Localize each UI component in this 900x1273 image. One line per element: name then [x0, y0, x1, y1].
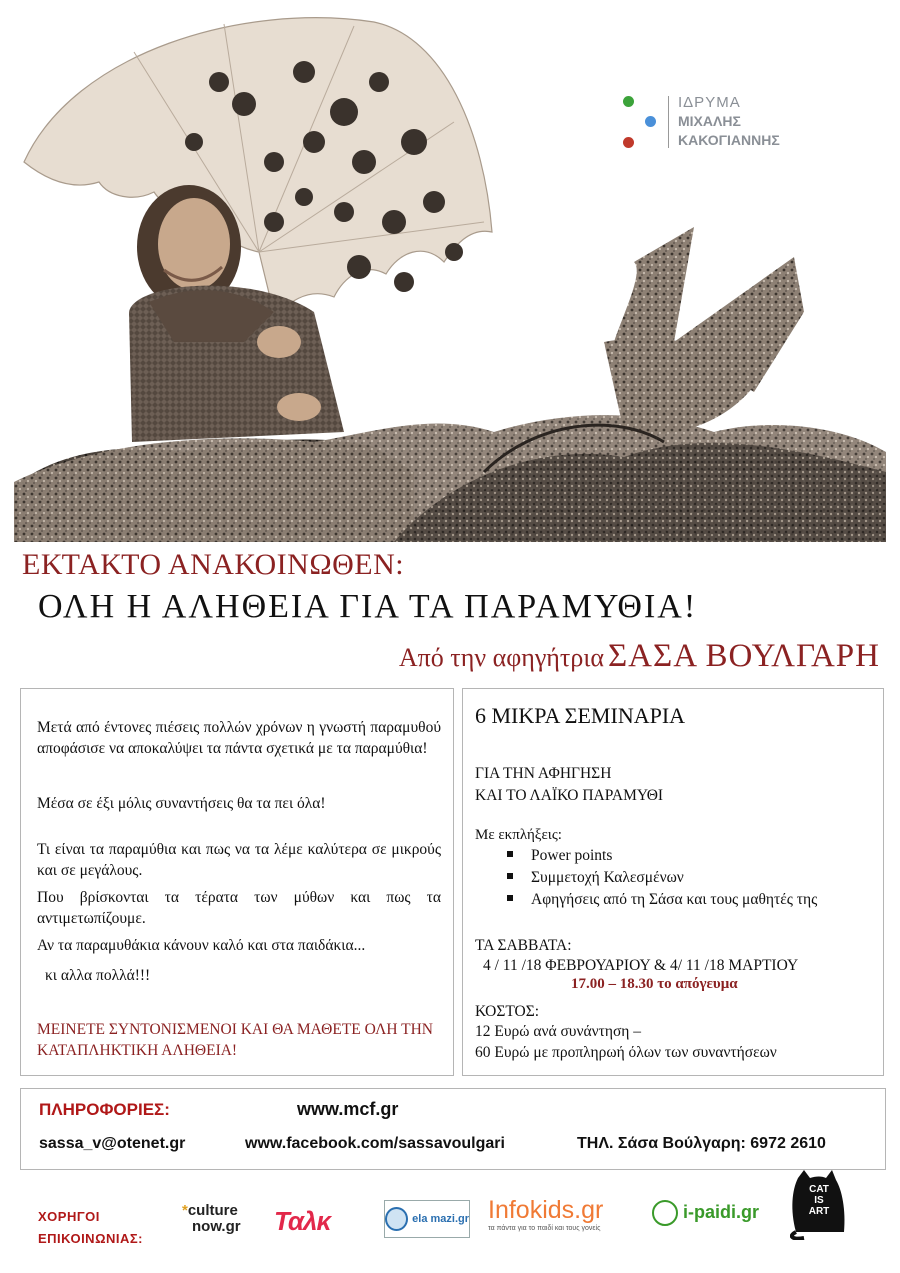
- facebook-link[interactable]: www.facebook.com/sassavoulgari: [245, 1135, 505, 1152]
- globe-icon: [385, 1207, 408, 1231]
- logo-divider: [668, 96, 669, 148]
- description-call-to-action: ΜΕΙΝΕΤΕ ΣΥΝΤΟΝΙΣΜΕΝΟΙ ΚΑΙ ΘΑ ΜΑΘΕΤΕ ΟΛΗ ΤΗΝ ΚΑΤΑΠΛΗΚΤΙΚΗ ΑΛΗΘΕΙΑ!: [37, 1021, 433, 1059]
- days-label: ΤΑ ΣΑΒΒΑΤΑ:: [475, 937, 572, 954]
- bullet-icon: [507, 851, 513, 857]
- logo-dot-blue: [645, 116, 656, 127]
- headline-byline: [399, 638, 880, 675]
- sponsor-i-paidi[interactable]: i-paidi.gr: [652, 1200, 759, 1226]
- byline-prefix: Από την αφηγήτρια: [398, 643, 604, 672]
- foundation-logo: [606, 24, 828, 198]
- seminar-details-box: [462, 688, 884, 1076]
- contact-box: [20, 1088, 886, 1170]
- logo-dot-red: [623, 137, 634, 148]
- seminars-subtitle-2: ΚΑΙ ΤΟ ΛΑΪΚΟ ΠΑΡΑΜΥΘΙ: [475, 787, 664, 804]
- sponsors-label: ΧΟΡΗΓΟΙ ΕΠΙΚΟΙΝΩΝΙΑΣ:: [38, 1209, 144, 1246]
- description-p4: Που βρίσκονται τα τέρατα των μύθων και πως τα αντιμετωπίζουμε.: [37, 889, 441, 927]
- sponsor-culture-now[interactable]: *culture now.gr: [182, 1202, 241, 1235]
- sponsor-infokids[interactable]: Infokids.gr τα πάντα για το παιδί και τους γονείς: [488, 1196, 604, 1232]
- seminars-title: 6 ΜΙΚΡΑ ΣΕΜΙΝΑΡΙΑ: [475, 703, 686, 728]
- extras-item: Συμμετοχή Καλεσμένων: [507, 869, 684, 887]
- description-p6: κι αλλα πολλά!!!: [45, 967, 151, 984]
- bird-shape: [604, 227, 804, 435]
- seminar-dates: 4 / 11 /18 ΦΕΒΡΟΥΑΡΙΟΥ & 4/ 11 /18 ΜΑΡΤΙΟΥ: [483, 957, 799, 974]
- extras-item: Power points: [507, 847, 612, 865]
- description-p2: Μέσα σε έξι μόλις συναντήσεις θα τα πει όλα!: [37, 795, 326, 812]
- child-icon: [652, 1200, 678, 1226]
- description-p3: Τι είναι τα παραμύθια και πως να τα λέμε καλύτερα σε μικρούς και σε μεγάλους.: [37, 841, 441, 879]
- description-p5: Αν τα παραμυθάκια κάνουν καλό και στα παιδάκια...: [37, 937, 366, 954]
- logo-line-3: ΚΑΚΟΓΙΑΝΝΗΣ: [678, 132, 780, 148]
- logo-line-2: ΜΙΧΑΛΗΣ: [678, 113, 741, 129]
- cost-single: 12 Ευρώ ανά συνάντηση –: [475, 1023, 642, 1040]
- sponsor-ela-mazi[interactable]: ela mazi.gr: [384, 1200, 470, 1238]
- sponsor-cat-is-art[interactable]: CAT IS ART: [790, 1170, 852, 1240]
- byline-name: ΣΑΣΑ ΒΟΥΛΓΑΡΗ: [607, 638, 880, 674]
- headline-title: ΟΛΗ Η ΑΛΗΘΕΙΑ ΓΙΑ ΤΑ ΠΑΡΑΜΥΘΙΑ!: [38, 588, 698, 625]
- logo-dot-green: [623, 96, 634, 107]
- extras-label: Με εκπλήξεις:: [475, 827, 562, 843]
- info-label: ΠΛΗΡΟΦΟΡΙΕΣ:: [39, 1100, 170, 1119]
- seminars-subtitle-1: ΓΙΑ ΤΗΝ ΑΦΗΓΗΣΗ: [475, 765, 612, 782]
- sponsor-talk[interactable]: Ταλκ: [274, 1206, 331, 1236]
- website-link[interactable]: www.mcf.gr: [297, 1099, 399, 1119]
- logo-line-1: ΙΔΡΥΜΑ: [678, 94, 741, 111]
- headline-kicker: ΕΚΤΑΚΤΟ ΑΝΑΚΟΙΝΩΘΕΝ:: [22, 548, 405, 581]
- cost-prepaid: 60 Ευρώ με προπληρωή όλων των συναντήσεων: [475, 1044, 777, 1061]
- seminar-time: 17.00 – 18.30 το απόγευμα: [571, 976, 738, 992]
- extras-item: Αφηγήσεις από τη Σάσα και τους μαθητές της: [507, 891, 817, 909]
- description-p1: Μετά από έντονες πιέσεις πολλών χρόνων η γνωστή παραμυθού αποφάσισε να αποκαλύψει τα πάντα σχετικά με τα παραμύθια!: [37, 719, 441, 757]
- email-link[interactable]: sassa_v@otenet.gr: [39, 1135, 186, 1152]
- bullet-icon: [507, 873, 513, 879]
- bullet-icon: [507, 895, 513, 901]
- cost-label: ΚΟΣΤΟΣ:: [475, 1003, 540, 1020]
- description-box: [20, 688, 454, 1076]
- phone-number: ΤΗΛ. Σάσα Βούλγαρη: 6972 2610: [577, 1135, 826, 1152]
